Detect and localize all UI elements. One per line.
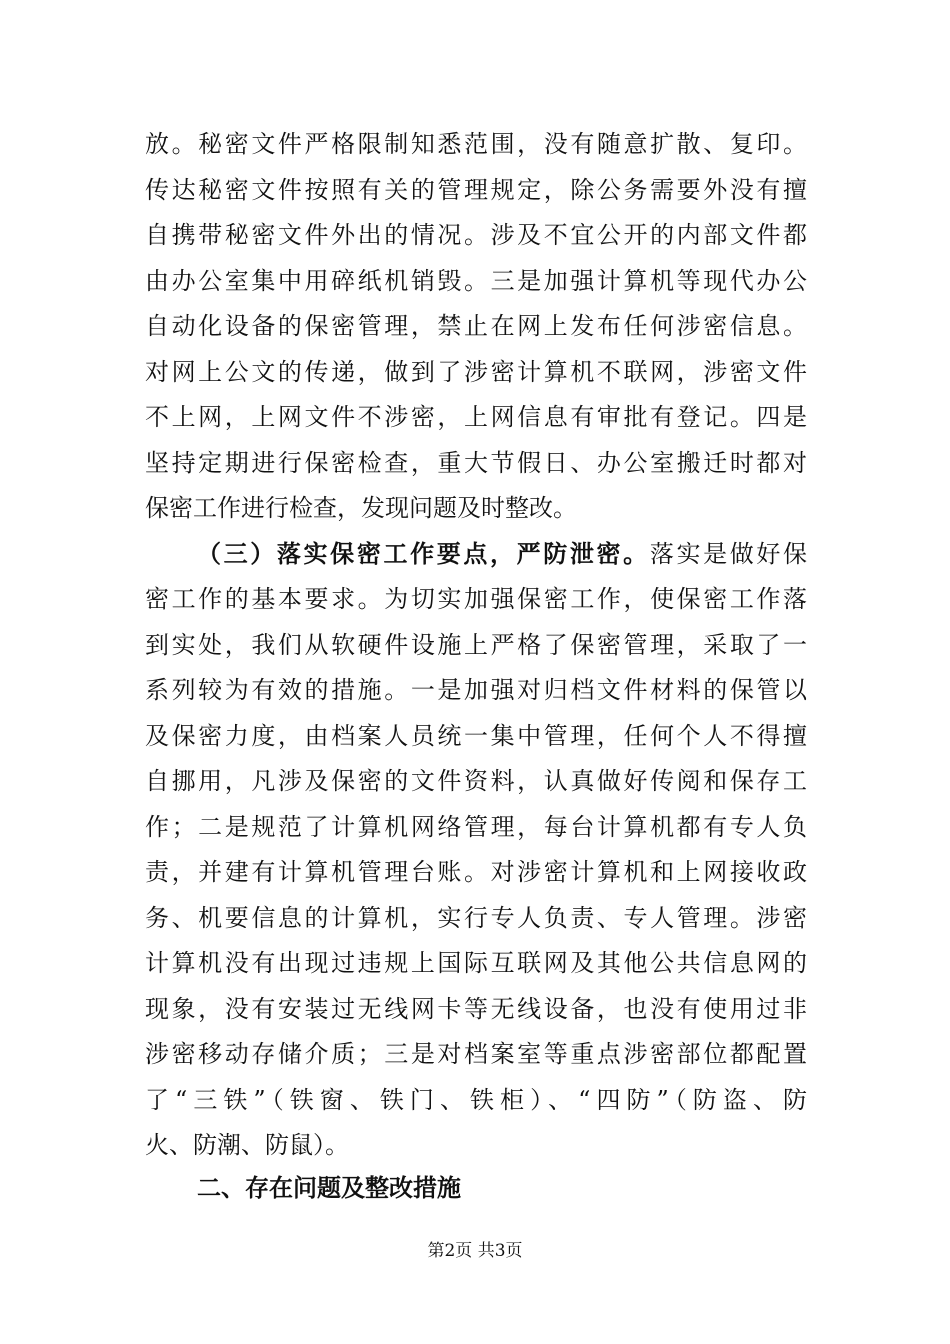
text-line-3: 自携带秘密文件外出的情况。涉及不宜公开的内部文件都	[145, 221, 807, 249]
section3-line-7: 责，并建有计算机管理台账。对涉密计算机和上网接收政	[145, 858, 807, 886]
section3-line-1: 密工作的基本要求。为切实加强保密工作，使保密工作落	[145, 585, 807, 613]
text-line-7: 不上网，上网文件不涉密，上网信息有审批有登记。四是	[145, 403, 807, 431]
section3-line-2: 到实处，我们从软硬件设施上严格了保密管理，采取了一	[145, 630, 807, 659]
text-line-8: 坚持定期进行保密检查，重大节假日、办公室搬迁时都对	[145, 448, 807, 477]
section3-first-line	[145, 532, 807, 578]
section3-line-5: 自挪用，凡涉及保密的文件资料，认真做好传阅和保存工	[145, 767, 807, 795]
section3-heading: （三）落实保密工作要点，严防泄密。	[197, 539, 650, 568]
section3-line-10: 现象，没有安装过无线网卡等无线设备，也没有使用过非	[145, 994, 807, 1023]
section3-line-11: 涉密移动存储介质；三是对档案室等重点涉密部位都配置	[145, 1040, 807, 1068]
document-body	[145, 122, 807, 1169]
section3-first-line-rest: 落实是做好保	[649, 539, 808, 568]
text-line-9: 保密工作进行检查，发现问题及时整改。	[145, 494, 577, 522]
section3-line-4: 及保密力度，由档案人员统一集中管理，任何个人不得擅	[145, 721, 807, 750]
section3-line-3: 系列较为有效的措施。一是加强对归档文件材料的保管以	[145, 676, 807, 704]
text-line-5: 自动化设备的保密管理，禁止在网上发布任何涉密信息。	[145, 312, 807, 340]
section3-line-6: 作；二是规范了计算机网络管理，每台计算机都有专人负	[145, 812, 807, 841]
text-line-6: 对网上公文的传递，做到了涉密计算机不联网，涉密文件	[145, 357, 807, 386]
section2-heading: 二、存在问题及整改措施	[197, 1174, 461, 1202]
page-footer: 第2页 共3页	[427, 1241, 523, 1261]
section3-line-9: 计算机没有出现过违规上国际互联网及其他公共信息网的	[145, 949, 807, 977]
text-line-2: 传达秘密文件按照有关的管理规定，除公务需要外没有擅	[145, 175, 807, 204]
text-line-4: 由办公室集中用碎纸机销毁。三是加强计算机等现代办公	[145, 266, 807, 295]
section3-line-12: 了“三铁”（铁窗、铁门、铁柜）、“四防”（防盗、防	[145, 1085, 807, 1114]
section3-line-8: 务、机要信息的计算机，实行专人负责、专人管理。涉密	[145, 903, 807, 932]
section3-line-13: 火、防潮、防鼠）。	[145, 1131, 349, 1159]
text-line-1: 放。秘密文件严格限制知悉范围，没有随意扩散、复印。	[145, 130, 807, 158]
